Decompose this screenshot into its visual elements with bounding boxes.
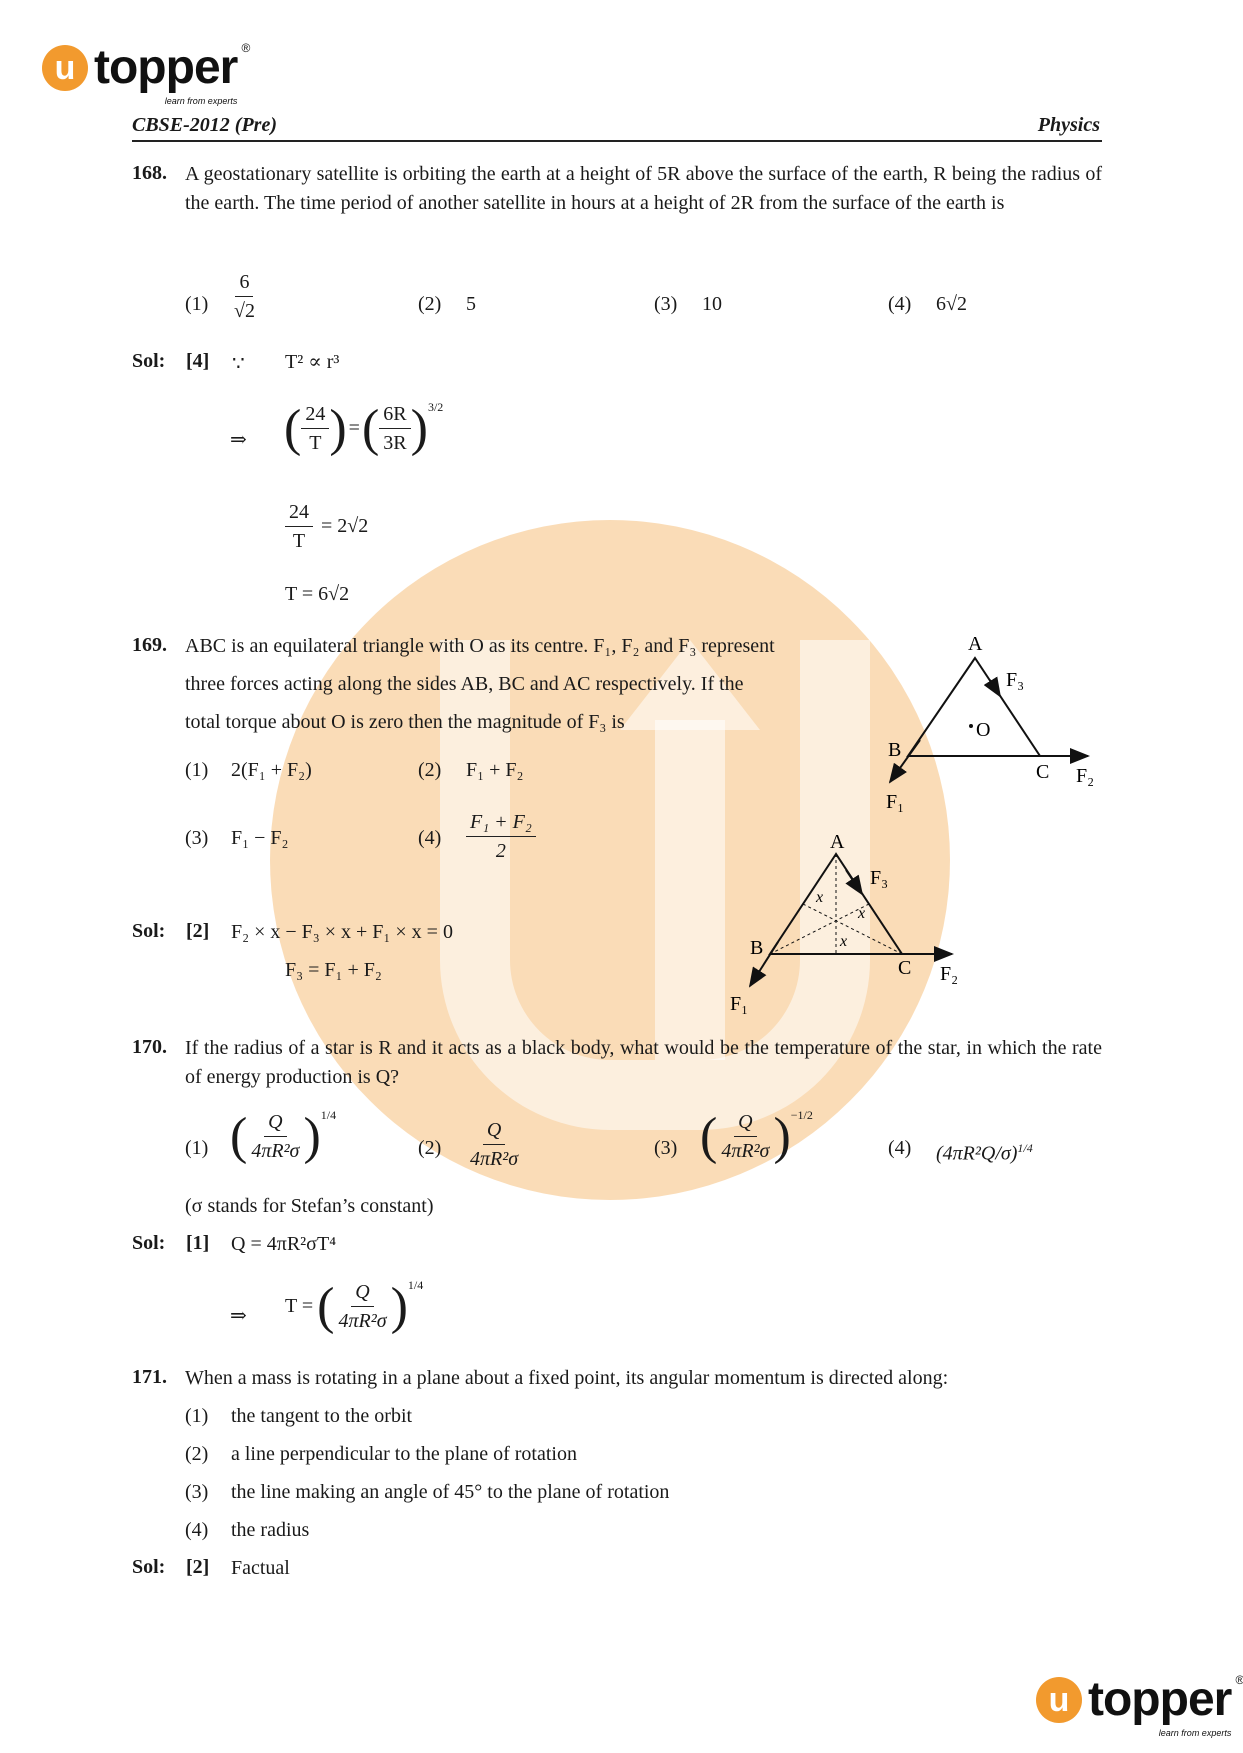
logo-name: topper	[1088, 1673, 1232, 1726]
paren-close: )	[329, 399, 347, 457]
q168-text: A geostationary satellite is orbiting the earth at a height of 5R above the surface of the earth, R being the radius of the earth. The time period of another satellite in hours at a height of 2R from the surface of the earth is	[185, 163, 1102, 214]
watermark-arrow-shaft	[655, 720, 725, 1060]
q168-step3: T = 6√2	[285, 583, 350, 605]
q171-opt2-label: (2)	[185, 1443, 209, 1465]
logo-tagline: learn from experts	[164, 96, 238, 106]
fig1-label-b: B	[888, 739, 902, 761]
logo-reg-mark: ®	[1235, 1673, 1243, 1687]
q170-opt4-expr: (4πR²Q/σ)	[936, 1142, 1018, 1165]
fig2-label-x2: x	[858, 905, 866, 922]
fig2-label-x1: x	[816, 889, 824, 906]
q171-text: When a mass is rotating in a plane about a fixed point, its angular momentum is directed along:	[185, 1367, 949, 1389]
paren-close: )	[410, 399, 428, 457]
q168-opt1-label: (1)	[185, 293, 209, 315]
q168-s2-den: T	[292, 530, 306, 552]
q169-opt1-label: (1)	[185, 759, 209, 781]
brand-logo-bottom	[1036, 1673, 1243, 1738]
q170-opt3-power: −1/2	[790, 1108, 813, 1122]
q169-opt2-label: (2)	[418, 759, 442, 781]
median-b	[770, 904, 869, 954]
paren-open: (	[230, 1107, 248, 1165]
q171-opt4: the radius	[231, 1519, 310, 1541]
logo-u-icon: u	[1036, 1677, 1082, 1723]
q170-sol-answer: [1]	[186, 1232, 210, 1254]
q168-s2-num: 24	[285, 498, 313, 527]
q168-opt2-label: (2)	[418, 293, 442, 315]
fig1-label-c: C	[1036, 761, 1050, 783]
q170-sol-eq2-lhs: T =	[285, 1295, 314, 1317]
q170-number: 170.	[132, 1036, 167, 1058]
logo-reg-mark: ®	[241, 41, 250, 55]
q171-sol-text: Factual	[231, 1557, 290, 1579]
header-exam: CBSE-2012 (Pre)	[132, 114, 277, 136]
q171-opt2: a line perpendicular to the plane of rotation	[231, 1443, 577, 1465]
q170-opt4-power: 1/4	[1017, 1141, 1033, 1155]
q168-s1-left-num: 24	[301, 400, 329, 429]
q169-opt2: F₁ + F₂	[466, 759, 524, 781]
q169-figure-1	[860, 630, 1100, 820]
because-symbol: ∵	[232, 353, 245, 375]
q169-sol-label: Sol:	[132, 920, 166, 942]
q170-opt2-label: (2)	[418, 1137, 442, 1159]
header-rule	[132, 140, 1102, 142]
q169-number: 169.	[132, 634, 167, 656]
brand-logo-top	[42, 41, 250, 106]
q170-opt1	[230, 1108, 336, 1165]
q170-opt2-num: Q	[483, 1116, 505, 1145]
fig2-label-f1: F₁	[730, 993, 749, 1015]
q168-opt1	[230, 268, 259, 325]
paren-close: )	[303, 1107, 321, 1165]
q169-sol-answer: [2]	[186, 920, 210, 942]
q170-opt1-num: Q	[264, 1108, 286, 1137]
q171-sol-label: Sol:	[132, 1556, 166, 1578]
fig1-label-f2: F₂	[1076, 765, 1095, 787]
fig1-label-f1: F₁	[886, 791, 905, 813]
q170-opt3-label: (3)	[654, 1137, 678, 1159]
q170-opt3	[700, 1108, 813, 1165]
q170-opt4	[936, 1134, 1033, 1169]
q170-opt3-num: Q	[734, 1108, 756, 1137]
fig2-label-c: C	[898, 957, 912, 979]
paren-open: (	[317, 1277, 335, 1335]
logo-name: topper	[94, 41, 238, 94]
q168-opt1-num: 6	[235, 268, 253, 297]
header-subject: Physics	[1037, 114, 1100, 136]
q169-line3: total torque about O is zero then the magnitude of F₃ is	[185, 711, 625, 733]
q168-opt2: 5	[466, 293, 476, 315]
q168-step1	[284, 400, 443, 457]
q168-sol-label: Sol:	[132, 350, 166, 372]
fig1-label-a: A	[968, 633, 983, 655]
q168-sol-answer: [4]	[186, 350, 210, 372]
fig2-label-a: A	[830, 831, 845, 853]
paren-open: (	[284, 399, 302, 457]
q169-line2: three forces acting along the sides AB, BC and AC respectively. If the	[185, 673, 744, 695]
q171-opt1-label: (1)	[185, 1405, 209, 1427]
paren-close: )	[773, 1107, 791, 1165]
q171-opt4-label: (4)	[185, 1519, 209, 1541]
q168-s2-rhs: = 2√2	[321, 515, 369, 537]
q171-opt3-label: (3)	[185, 1481, 209, 1503]
q170-opt2	[466, 1116, 522, 1173]
q169-sol-eq2: F₃ = F₁ + F₂	[285, 959, 382, 981]
q168-opt1-den: √2	[234, 300, 255, 322]
logo-wordmark	[1088, 1673, 1243, 1738]
q168-s1-power: 3/2	[427, 400, 444, 414]
q170-sol-eq2	[285, 1278, 423, 1335]
logo-wordmark	[94, 41, 250, 106]
q171-opt1: the tangent to the orbit	[231, 1405, 413, 1427]
q169-opt4-num: F₁ + F₂	[466, 808, 536, 837]
q168-step2	[285, 498, 368, 555]
q168-relation: T² ∝ r³	[285, 351, 340, 373]
arrow-f3	[990, 680, 1000, 696]
implies-symbol: ⇒	[230, 1305, 247, 1327]
q170-sol-num: Q	[351, 1278, 373, 1307]
q170-opt1-den: 4πR²σ	[251, 1140, 300, 1162]
q168-s1-right-den: 3R	[383, 432, 407, 454]
paren-open: (	[700, 1107, 718, 1165]
q170-opt3-den: 4πR²σ	[721, 1140, 770, 1162]
fig2-label-f3: F₃	[870, 867, 889, 889]
q168-opt3: 10	[702, 293, 722, 315]
fig2-label-b: B	[750, 937, 764, 959]
q169-opt4-label: (4)	[418, 827, 442, 849]
q170-note: (σ stands for Stefan’s constant)	[185, 1195, 434, 1217]
q168-opt4-label: (4)	[888, 293, 912, 315]
q169-line1: ABC is an equilateral triangle with O as its centre. F₁, F₂ and F₃ represent	[185, 635, 775, 657]
q168-s1-right-num: 6R	[379, 400, 410, 429]
fig2-label-x3: x	[840, 933, 848, 950]
q169-sol-eq1: F₂ × x − F₃ × x + F₁ × x = 0	[231, 921, 453, 943]
q170-opt4-label: (4)	[888, 1137, 912, 1159]
q171-opt3: the line making an angle of 45° to the plane of rotation	[231, 1481, 670, 1503]
q169-opt4-den: 2	[495, 840, 506, 862]
q169-opt4	[466, 808, 536, 865]
q170-sol-eq1: Q = 4πR²σT⁴	[231, 1233, 337, 1255]
q168-opt4: 6√2	[936, 293, 967, 315]
q168-s1-left-den: T	[309, 432, 322, 454]
logo-u-icon: u	[42, 45, 88, 91]
fig1-label-f3: F₃	[1006, 669, 1025, 691]
arrow2-f3	[846, 870, 862, 894]
q170-text: If the radius of a star is R and it acts as a black body, what would be the temperature of the star, in which the rate of energy production is Q?	[185, 1037, 1102, 1088]
q170-sol-power: 1/4	[407, 1278, 424, 1292]
fig2-label-f2: F₂	[940, 963, 959, 985]
q170-opt1-power: 1/4	[320, 1108, 337, 1122]
q171-number: 171.	[132, 1366, 167, 1388]
q169-figure-2	[726, 830, 966, 1020]
q169-opt3-label: (3)	[185, 827, 209, 849]
q169-opt1: 2(F₁ + F₂)	[231, 759, 312, 781]
q168-s1-equals: =	[348, 417, 360, 439]
q170-opt2-den: 4πR²σ	[470, 1148, 519, 1170]
q171-sol-answer: [2]	[186, 1556, 210, 1578]
q168-opt3-label: (3)	[654, 293, 678, 315]
paren-open: (	[361, 399, 380, 457]
centre-point	[969, 724, 973, 728]
fig1-label-o: O	[976, 719, 991, 741]
q170-opt1-label: (1)	[185, 1137, 209, 1159]
q169-opt3: F₁ − F₂	[231, 827, 289, 849]
median-c	[803, 904, 902, 954]
q170-sol-den: 4πR²σ	[338, 1310, 387, 1332]
paren-close: )	[390, 1277, 408, 1335]
q170-sol-label: Sol:	[132, 1232, 166, 1254]
q168-number: 168.	[132, 162, 167, 184]
implies-symbol: ⇒	[230, 429, 247, 451]
logo-tagline: learn from experts	[1158, 1728, 1232, 1738]
